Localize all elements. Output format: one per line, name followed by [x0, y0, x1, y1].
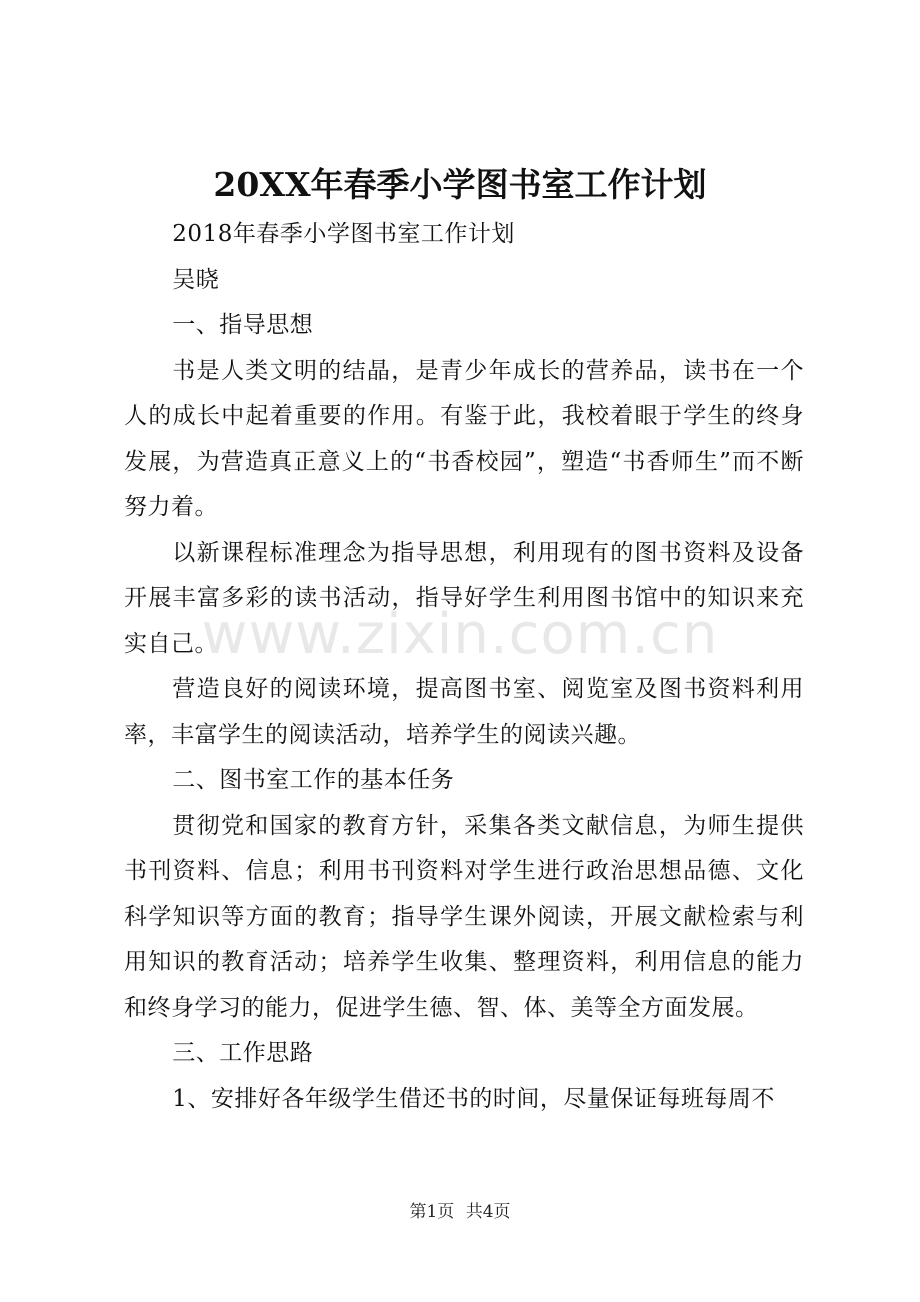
- paragraph-author: 吴晓: [172, 266, 220, 293]
- page-footer: [0, 1200, 920, 1224]
- paragraph: 书是人类文明的结晶，是青少年成长的营养品，读书在一个人的成长中起着重要的作用。有鉴于此，我校着眼于学生的终身发展，为营造真正意义上的“书香校园”，塑造“书香师生”而不断努力着。: [124, 357, 804, 520]
- paragraph-subtitle: 2018年春季小学图书室工作计划: [172, 221, 515, 247]
- watermark: www.zixin.com.cn: [201, 602, 719, 667]
- section-heading-work-approach: 三、工作思路: [172, 1040, 314, 1066]
- page-number: 第1页: [409, 1202, 455, 1222]
- page-total: 共4页: [465, 1202, 511, 1222]
- paragraph: 贯彻党和国家的教育方针，采集各类文献信息，为师生提供书刊资料、信息；利用书刊资料对学生进行政治思想品德、文化科学知识等方面的教育；指导学生课外阅读，开展文献检索与利用知识的教育活动；培养学生收集、整理资料，利用信息的能力和终身学习的能力，促进学生德、智、体、美等全方面发展。: [124, 812, 804, 1021]
- document-title: 20XX年春季小学图书室工作计划: [213, 165, 707, 204]
- section-heading-basic-tasks: 二、图书室工作的基本任务: [172, 767, 455, 793]
- document-body: [124, 212, 804, 1122]
- paragraph: 以新课程标准理念为指导思想，利用现有的图书资料及设备开展丰富多彩的读书活动，指导好学生利用图书馆中的知识来充实自己。: [124, 539, 804, 657]
- section-heading-guiding-thought: 一、指导思想: [172, 312, 314, 338]
- paragraph: 营造良好的阅读环境，提高图书室、阅览室及图书资料利用率，丰富学生的阅读活动，培养学生的阅读兴趣。: [124, 676, 804, 748]
- paragraph: 1、安排好各年级学生借还书的时间，尽量保证每班每周不: [172, 1085, 775, 1112]
